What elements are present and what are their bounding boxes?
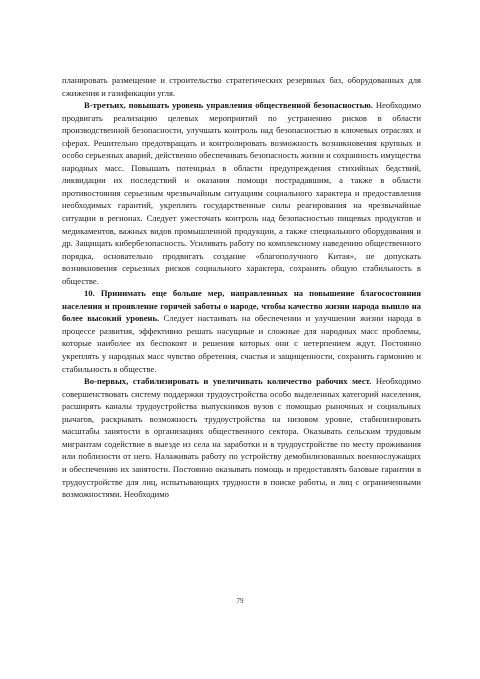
paragraph-text: Необходимо продвигать реализацию целевых мероприятий по устранению рисков в области производственной безопасности, улучшать контроль над безопасностью в ключевых отраслях и сферах. Решительно предотвращать и контролировать возможность возникновения крупных и особо серьезных аварий, действенно обеспечивать безопасность жизни и сохранность имущества народных масс. Повышать потенциал в области предупреждения стихийных бедствий, ликвидации их последствий и оказания помощи пострадавшим, а также в области противостояния серьезным чрезвычайным ситуациям социального характера и предоставления необходимых гарантий, укреплять государственные силы реагирования на чрезвычайные ситуации в регионах. Следует ужесточать контроль над безопасностью пищевых продуктов и медикаментов, важных видов промышленной продукции, а также специального оборудования и др. Защищать кибербезопасность. Усиливать работу по комплексному наведению общественного порядка, основательно продвигать создание «благополучного Китая», не допускать возникновения серьезных рисков социального характера, сохранять общую стабильность в обществе. [62,100,421,286]
paragraph-section-10 [62,287,421,375]
section-heading: 10. Принимать еще больше мер, направленных на повышение благосостояния населения и проявление горячей заботы о народе, чтобы качество жизни народа вышло на более высокий уровень. [62,288,421,324]
paragraph-text: Необходимо совершенствовать систему поддержки трудоустройства особо выделенных категорий населения, расширять каналы трудоустройства выпускников вузов с помощью рыночных и социальных рычагов, раскрывать возможность трудоустройства на низовом уровне, стабилизировать масштабы занятости в организациях общественного сектора. Оказывать сельским трудовым мигрантам содействие в выезде из села на заработки и в трудоустройстве по месту проживания или поблизости от него. Налаживать работу по устройству демобилизованных военнослужащих и обеспечению их занятости. Постоянно оказывать помощь и предоставлять базовые гарантии в трудоустройстве для лиц, испытывающих трудности в поиске работы, и лиц с ограниченными возможностями. Необходимо [62,376,421,500]
paragraph-text: планировать размещение и строительство стратегических резервных баз, оборудованных для сжижения и газификации угля. [62,75,421,98]
paragraph-public-safety [62,99,421,287]
paragraph-heading: Во-первых, стабилизировать и увеличивать количество рабочих мест. [84,376,372,387]
paragraph-employment [62,375,421,500]
paragraph-continuation [62,74,421,99]
page-number: 79 [236,597,244,605]
page-body [62,74,421,501]
paragraph-heading: В-третьих, повышать уровень управления общественной безопасностью. [84,100,373,111]
paragraph-text: Следует настаивать на обеспечении и улучшении жизни народа в процессе развития, эффективно решать насущные и сложные для народных масс проблемы, которые наиболее их беспокоят и решения которых они с нетерпением ждут. Постоянно укреплять у народных масс чувство обретения, счастья и защищенности, сохранять гармонию и стабильность в обществе. [62,313,421,374]
